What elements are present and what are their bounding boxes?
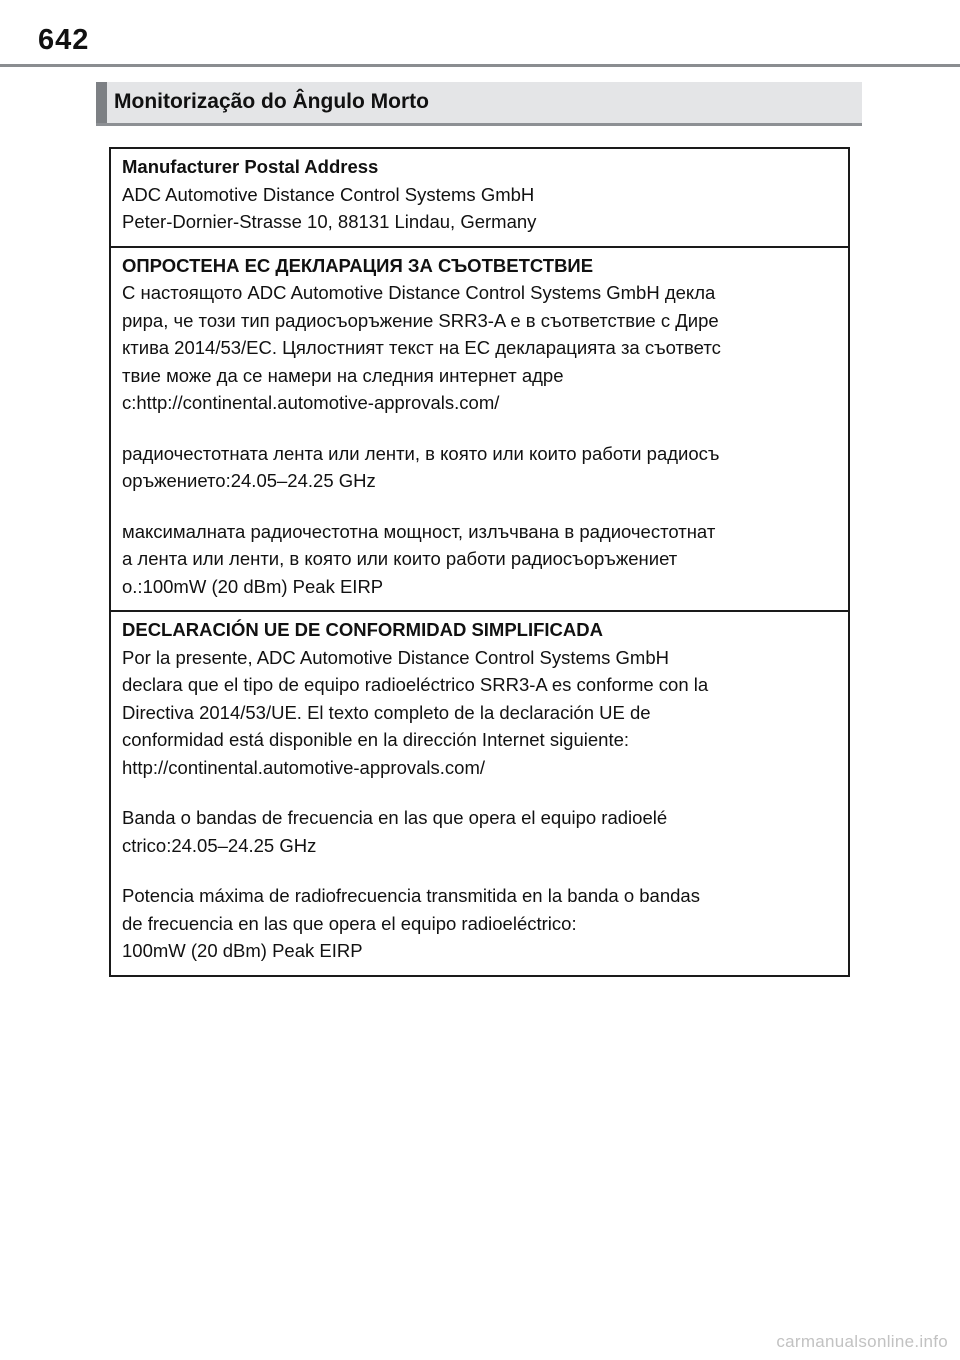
bulgarian-power-line: о.:100mW (20 dBm) Peak EIRP xyxy=(122,575,384,597)
manufacturer-line: Peter-Dornier-Strasse 10, 88131 Lindau, Germany xyxy=(122,211,537,232)
spanish-declaration-line: conformidad está disponible en la dirección Internet siguiente: xyxy=(122,729,630,750)
paragraph-gap xyxy=(122,495,838,518)
spanish-power-line: de frecuencia en las que opera el equipo radioeléctrico: xyxy=(122,912,577,934)
bulgarian-declaration-line: твие може да се намери на следния интернет адре xyxy=(122,364,564,386)
manufacturer-heading: Manufacturer Postal Address xyxy=(122,156,379,177)
bulgarian-power-line: максималната радиочестотна мощност, излъчвана в радиочестотнат xyxy=(122,520,716,542)
spanish-declaration-line: declara que el tipo de equipo radioeléctrico SRR3-A es conforme con la xyxy=(122,674,709,695)
paragraph-gap xyxy=(122,859,838,882)
bulgarian-band-line: радиочестотната лента или ленти, в която или които работи радиосъ xyxy=(122,442,720,464)
top-divider xyxy=(0,64,960,67)
section-title: Monitorização do Ângulo Morto xyxy=(114,90,429,113)
spanish-band-line: Banda o bandas de frecuencia en las que opera el equipo radioelé xyxy=(122,807,668,828)
bulgarian-declaration-section xyxy=(111,248,848,613)
spanish-declaration-line: http://continental.automotive-approvals.com/ xyxy=(122,756,485,778)
regulatory-notice-box xyxy=(109,147,850,977)
spanish-power-line: 100mW (20 dBm) Peak EIRP xyxy=(122,940,363,961)
bulgarian-band-line: оръжението:24.05–24.25 GHz xyxy=(122,470,376,491)
spanish-declaration-line: Directiva 2014/53/UE. El texto completo de la declaración UE de xyxy=(122,701,651,723)
paragraph-gap xyxy=(122,417,838,440)
spanish-band-line: ctrico:24.05–24.25 GHz xyxy=(122,834,317,856)
spanish-declaration-section xyxy=(111,612,848,975)
spanish-power-line: Potencia máxima de radiofrecuencia transmitida en la banda o bandas xyxy=(122,885,700,906)
bulgarian-power-line: а лента или ленти, в която или които работи радиосъоръжениет xyxy=(122,548,678,569)
page-number: 642 xyxy=(38,24,90,56)
bulgarian-declaration-line: с:http://continental.automotive-approvals.com/ xyxy=(122,392,500,413)
bulgarian-heading: ОПРОСТЕНА ЕС ДЕКЛАРАЦИЯ ЗА СЪОТВЕТСТВИЕ xyxy=(122,254,594,276)
spanish-declaration-line: Por la presente, ADC Automotive Distance Control Systems GmbH xyxy=(122,646,669,668)
footer-watermark: carmanualsonline.info xyxy=(776,1332,948,1351)
paragraph-gap xyxy=(122,781,838,804)
bulgarian-declaration-line: ктива 2014/53/ЕС. Цялостният текст на ЕС декларацията за съответс xyxy=(122,337,721,358)
bulgarian-declaration-line: рира, че този тип радиосъоръжение SRR3-A е в съответствие с Дире xyxy=(122,309,719,331)
section-header xyxy=(96,82,862,126)
section-header-accent-bar xyxy=(96,82,107,123)
bulgarian-declaration-line: С настоящото ADC Automotive Distance Control Systems GmbH декла xyxy=(122,282,716,303)
spanish-heading: DECLARACIÓN UE DE CONFORMIDAD SIMPLIFICADA xyxy=(122,619,603,640)
manufacturer-line: ADC Automotive Distance Control Systems GmbH xyxy=(122,183,535,205)
manufacturer-address-section xyxy=(111,149,848,248)
